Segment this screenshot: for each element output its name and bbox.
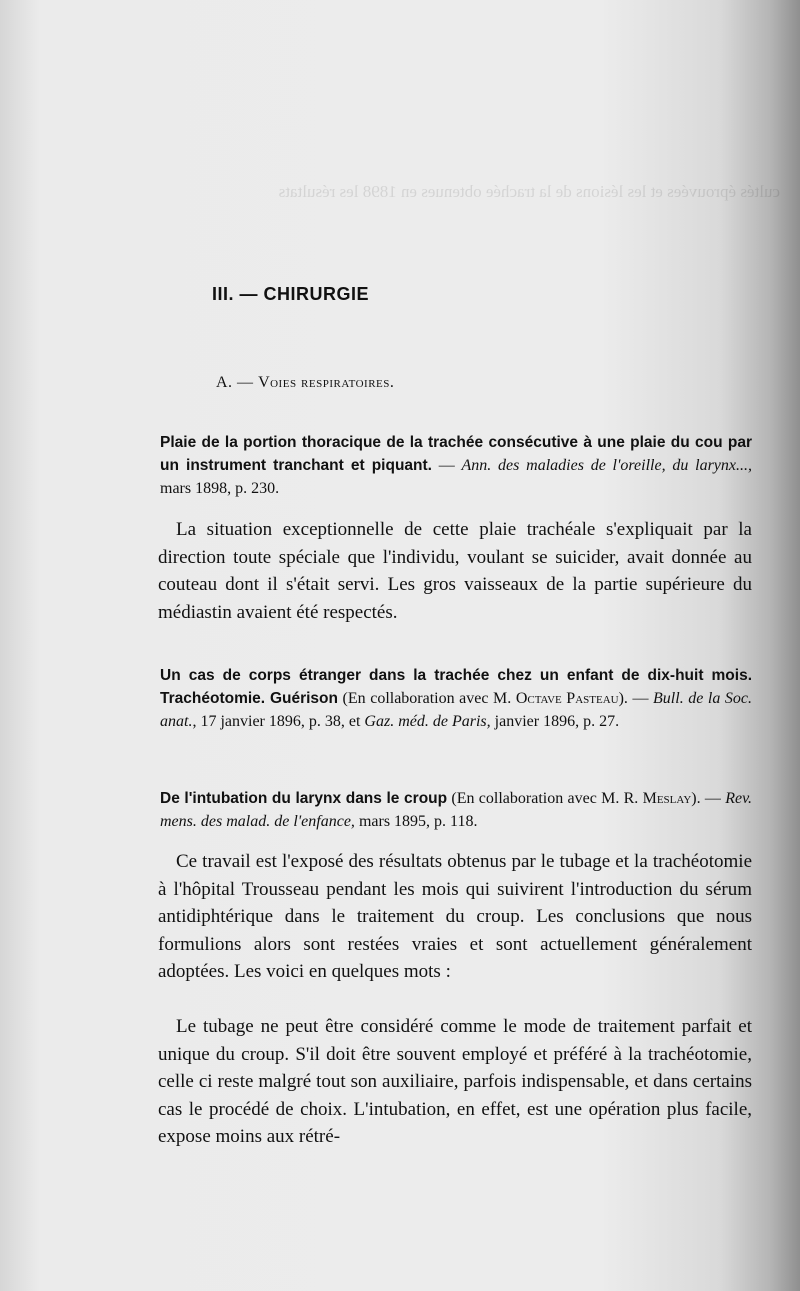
reference-1-source: Ann. des maladies de l'oreille, du larynx..., — [461, 457, 752, 474]
reference-3-collab-name: Meslay — [642, 790, 692, 807]
paragraph-1-text: La situation exceptionnelle de cette plaie trachéale s'expliquait par la direction toute spéciale que l'individu, voulant se suicider, avait donnée au couteau dont il s'était servi. Les gros vaisseaux de la partie supérieure du médiastin avaient été respectés. — [158, 519, 752, 623]
reference-2-collab-end: ). — — [618, 690, 654, 707]
reference-2-date-1: , 17 janvier 1896, p. 38, et — [192, 713, 365, 730]
bleed-through-text: cultés éprouvées et les lésions de la trachée obtenues en 1898 les résultats — [278, 182, 780, 201]
reference-3-date: mars 1895, p. 118. — [354, 813, 478, 830]
paragraph-2 — [158, 848, 752, 986]
section-title: III. — CHIRURGIE — [212, 284, 370, 304]
reference-2-collab-name: Octave Pasteau — [515, 690, 619, 707]
paragraph-3-text: Le tubage ne peut être considéré comme le mode de traitement parfait et unique du croup. S'il doit être souvent employé et préféré à la trachéotomie, celle ci reste malgré tout son auxiliaire, parfois indispensable, et dans certains cas le procédé de choix. L'intubation, en effet, est une opération plus facile, expose moins aux rétré- — [158, 1016, 752, 1148]
reference-2-title: Un cas de corps étranger dans la trachée chez un enfant de dix-huit mois. Trachéotomie. Guérison — [160, 667, 752, 707]
paragraph-2-text: Ce travail est l'exposé des résultats obtenus par le tubage et la trachéotomie à l'hôpital Trousseau pendant les mois qui suivirent l'introduction du sérum antidiphtérique dans le traitement du croup. Les conclusions que nous formulions alors sont restées vraies et sont actuellement généralement adoptées. Les voici en quelques mots : — [158, 851, 752, 983]
reference-1-date: mars 1898, p. 230. — [160, 480, 280, 497]
reference-3-title: De l'intubation du larynx dans le croup — [160, 790, 448, 807]
reference-1 — [160, 431, 752, 500]
subsection-prefix: A. — — [216, 374, 259, 391]
reference-3-collab: (En collaboration avec M. R. — [447, 790, 643, 807]
paragraph-1 — [158, 516, 752, 626]
reference-2 — [160, 664, 752, 733]
reference-1-dash: — — [431, 457, 462, 474]
paragraph-3 — [158, 1013, 752, 1151]
reference-1-title: Plaie de la portion thoracique de la trachée consécutive à une plaie du cou par un instrument tranchant et piquant. — [160, 434, 752, 474]
subsection-title — [216, 374, 394, 392]
reference-3 — [160, 787, 752, 833]
subsection-label: Voies respiratoires. — [258, 374, 395, 391]
reference-2-source-1: Bull. de la Soc. anat. — [160, 690, 753, 730]
reference-3-source: Rev. mens. des malad. de l'enfance, — [160, 790, 753, 830]
reference-2-date-2: janvier 1896, p. 27. — [490, 713, 620, 730]
reference-3-collab-end: ). — — [691, 790, 726, 807]
reference-2-collab: (En collaboration avec M. — [338, 690, 516, 707]
reference-2-source-2: Gaz. méd. de Paris, — [364, 713, 491, 730]
